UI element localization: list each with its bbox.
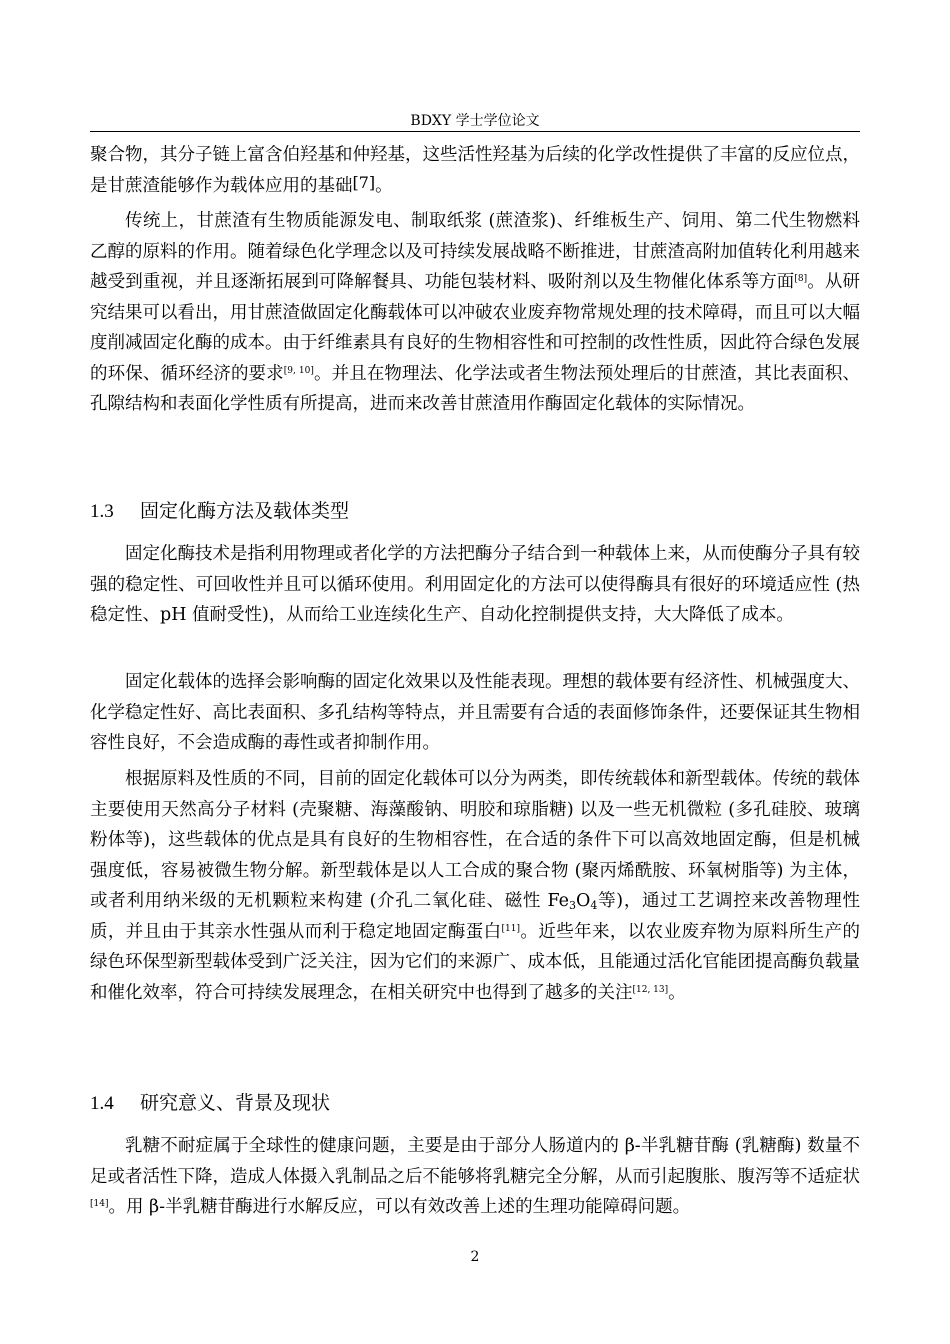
paragraph-text: 聚合物，其分子链上富含伯羟基和仲羟基，这些活性羟基为后续的化学改性提供了丰富的反应位点，是甘蔗渣能够作为载体应用的基础 [90,145,860,196]
section-heading-1-4 [90,1089,860,1118]
subscript: 4 [590,899,598,912]
citation: [11] [501,923,521,934]
paragraph-text: 。 [668,982,686,1003]
paragraph-polymer-hydroxyl [90,140,860,201]
section-title: 固定化酶方法及载体类型 [140,500,350,522]
citation: [8] [794,274,808,284]
citation: [9, 10] [283,365,314,376]
running-header: BDXY 学士学位论文 [410,113,540,129]
section-number: 1.3 [90,501,114,522]
page-number: 2 [470,1249,480,1265]
paragraph-lactose-intolerance [90,1131,860,1223]
paragraph-carrier-selection: 固定化载体的选择会影响酶的固定化效果以及性能表现。理想的载体要有经济性、机械强度大、化学稳定性好、高比表面积、多孔结构等特点，并且需要有合适的表面修饰条件，还要保证其生物相容性良好，不会造成酶的毒性或者抑制作用。 [90,672,860,753]
paragraph-text: 。 [375,175,393,196]
citation: [7] [352,172,376,192]
paragraph-immobilization-definition: 固定化酶技术是指利用物理或者化学的方法把酶分子结合到一种载体上来，从而使酶分子具有较强的稳定性、可回收性并且可以循环使用。利用固定化的方法可以使得酶具有很好的环境适应性 (热稳定性、pH 值耐受性)，从而给工业连续化生产、自动化控制提供支持，大大降低了成本。 [90,544,860,625]
paragraph-text: 。近些年来，以农业废弃物为原料所生产的绿色环保型新型载体受到广泛关注，因为它们的来源广、成本低，且能通过活化官能团提高酶负载量和催化效率，符合可持续发展理念，在相关研究中也得到了越多的关注 [90,921,861,1003]
section-heading-1-3 [90,497,860,526]
section-title: 研究意义、背景及现状 [140,1092,331,1114]
paragraph-text: 等)，通过工艺调控来改善物理性质，并且由于其亲水性强从而利于稳定地固定酶蛋白 [90,891,860,942]
paragraph-text: 传统上，甘蔗渣有生物质能源发电、制取纸浆 (蔗渣浆)、纤维板生产、饲用、第二代生物燃料乙醇的原料的作用。随着绿色化学理念以及可持续发展战略不断推进，甘蔗渣高附加值转化利用越来越受到重视，并且逐渐拓展到可降解餐具、功能包装材料、吸附剂以及生物催化体系等方面 [90,211,860,292]
paragraph-text: 乳糖不耐症属于全球性的健康问题，主要是由于部分人肠道内的 β-半乳糖苷酶 (乳糖酶) 数量不足或者活性下降，造成人体摄入乳制品之后不能够将乳糖完全分解，从而引起腹胀、腹泻等不适症状 [90,1136,860,1187]
header-rule [90,131,860,132]
paragraph-text: 根据原料及性质的不同，目前的固定化载体可以分为两类，即传统载体和新型载体。传统的载体主要使用天然高分子材料 (壳聚糖、海藻酸钠、明胶和琼脂糖) 以及一些无机微粒 (多孔硅胶、玻璃粉体等)，这些载体的优点是具有良好的生物相容性，在合适的条件下可以高效地固定酶，但是机械强度低，容易被微生物分解。新型载体是以人工合成的聚合物 (聚丙烯酰胺、环氧树脂等) 为主体，或者利用纳米级的无机颗粒来构建 (介孔二氧化硅、磁性 Fe [90,769,860,911]
paragraph-text: O [575,891,591,911]
paragraph-carrier-types [90,764,860,1008]
paragraph-text: 。从研究结果可以看出，用甘蔗渣做固定化酶载体可以冲破农业废弃物常规处理的技术障碍，而且可以大幅度削减固定化酶的成本。由于纤维素具有良好的生物相容性和可控制的改性性质，因此符合绿色发展的环保、循环经济的要求 [90,272,861,384]
paragraph-bagasse-uses [90,206,860,420]
paragraph-text: 。用 β-半乳糖苷酶进行水解反应，可以有效改善上述的生理功能障碍问题。 [108,1197,691,1217]
citation: [14] [90,1199,109,1209]
paragraph-text: 。并且在物理法、化学法或者生物法预处理后的甘蔗渣，其比表面积、孔隙结构和表面化学性质有所提高，进而来改善甘蔗渣用作酶固定化载体的实际情况。 [90,363,860,414]
citation: [12, 13] [632,984,669,995]
section-number: 1.4 [90,1093,114,1114]
subscript: 3 [568,899,576,912]
